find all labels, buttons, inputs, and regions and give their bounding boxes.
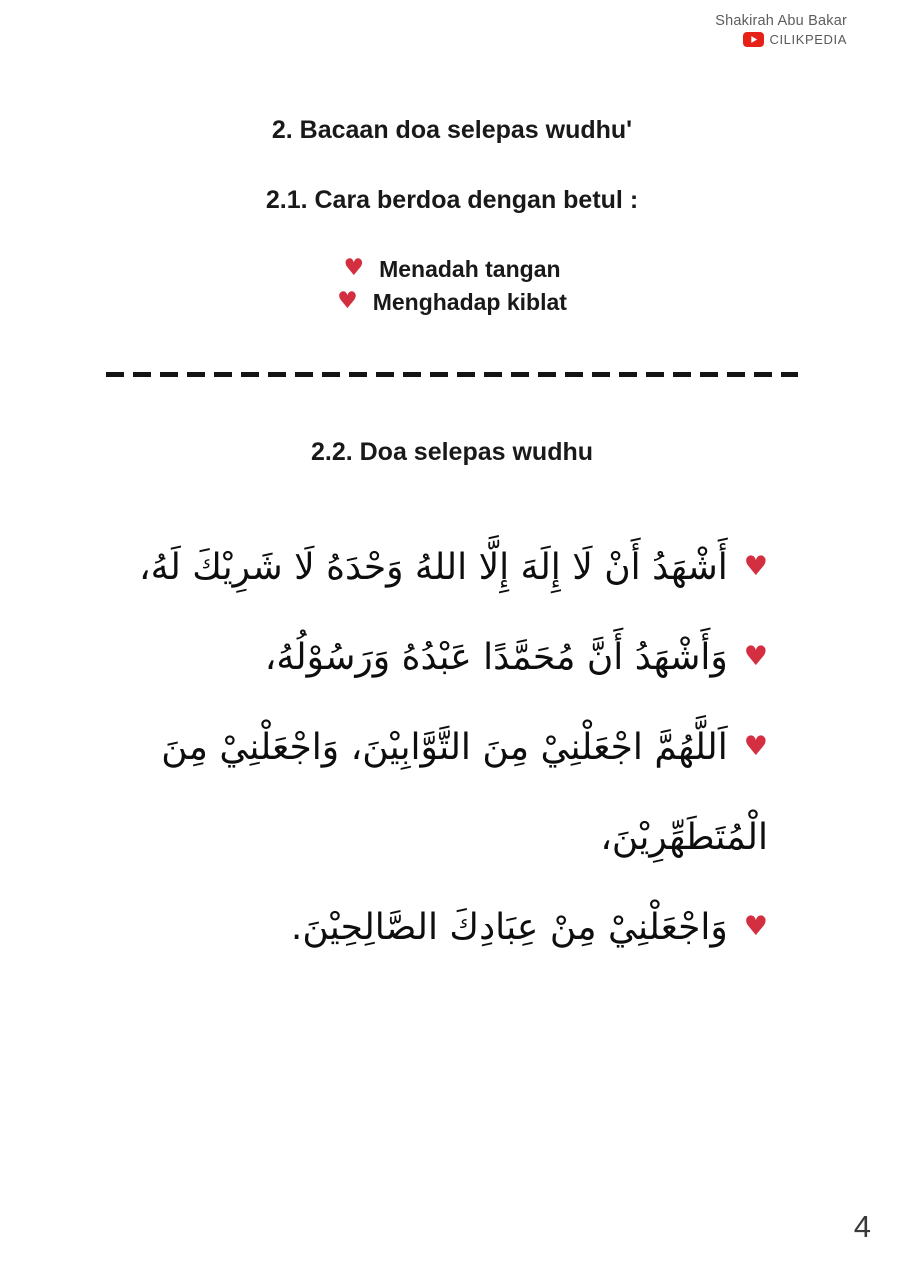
list-item-label: Menghadap kiblat (372, 289, 567, 315)
heading-section-2-2: 2.2. Doa selepas wudhu (310, 438, 594, 466)
heart-icon: ♥ (743, 641, 768, 672)
list-item (0, 286, 904, 319)
list-item (0, 253, 904, 286)
doa-line (120, 523, 768, 613)
page-number: 4 (853, 1209, 871, 1244)
doa-arabic-text: اَللَّهُمَّ اجْعَلْنِيْ مِنَ التَّوَّابِيْنَ، وَاجْعَلْنِيْ مِنَ الْمُتَطَهِّرِيْنَ، (161, 727, 768, 858)
doa-arabic-text: وَاجْعَلْنِيْ مِنْ عِبَادِكَ الصَّالِحِيْنَ. (290, 907, 728, 948)
heart-icon: ♥ (337, 288, 358, 314)
heart-icon: ♥ (743, 911, 768, 942)
credit-author: Shakirah Abu Bakar (715, 13, 847, 29)
heading-section-2: 2. Bacaan doa selepas wudhu' (271, 116, 633, 144)
heading-section-2-1: 2.1. Cara berdoa dengan betul : (265, 186, 639, 214)
youtube-play-icon (743, 32, 764, 47)
doa-line (120, 883, 768, 973)
cara-berdoa-list (0, 253, 904, 319)
heart-icon: ♥ (343, 255, 365, 281)
credit-channel-row (715, 32, 847, 47)
credit-channel-name: CILIKPEDIA (769, 32, 847, 47)
doa-line (120, 613, 768, 703)
doa-arabic-text: أَشْهَدُ أَنْ لَا إِلَهَ إِلَّا اللهُ وَحْدَهُ لَا شَرِيْكَ لَهُ، (138, 547, 728, 588)
heart-icon: ♥ (743, 731, 768, 762)
doa-arabic-text: وَأَشْهَدُ أَنَّ مُحَمَّدًا عَبْدُهُ وَرَسُوْلُهُ، (264, 637, 728, 678)
doa-arabic-block (0, 523, 904, 973)
list-item-label: Menadah tangan (379, 256, 561, 282)
doa-line (120, 703, 768, 883)
credit-block (715, 13, 847, 47)
heart-icon: ♥ (743, 551, 768, 582)
